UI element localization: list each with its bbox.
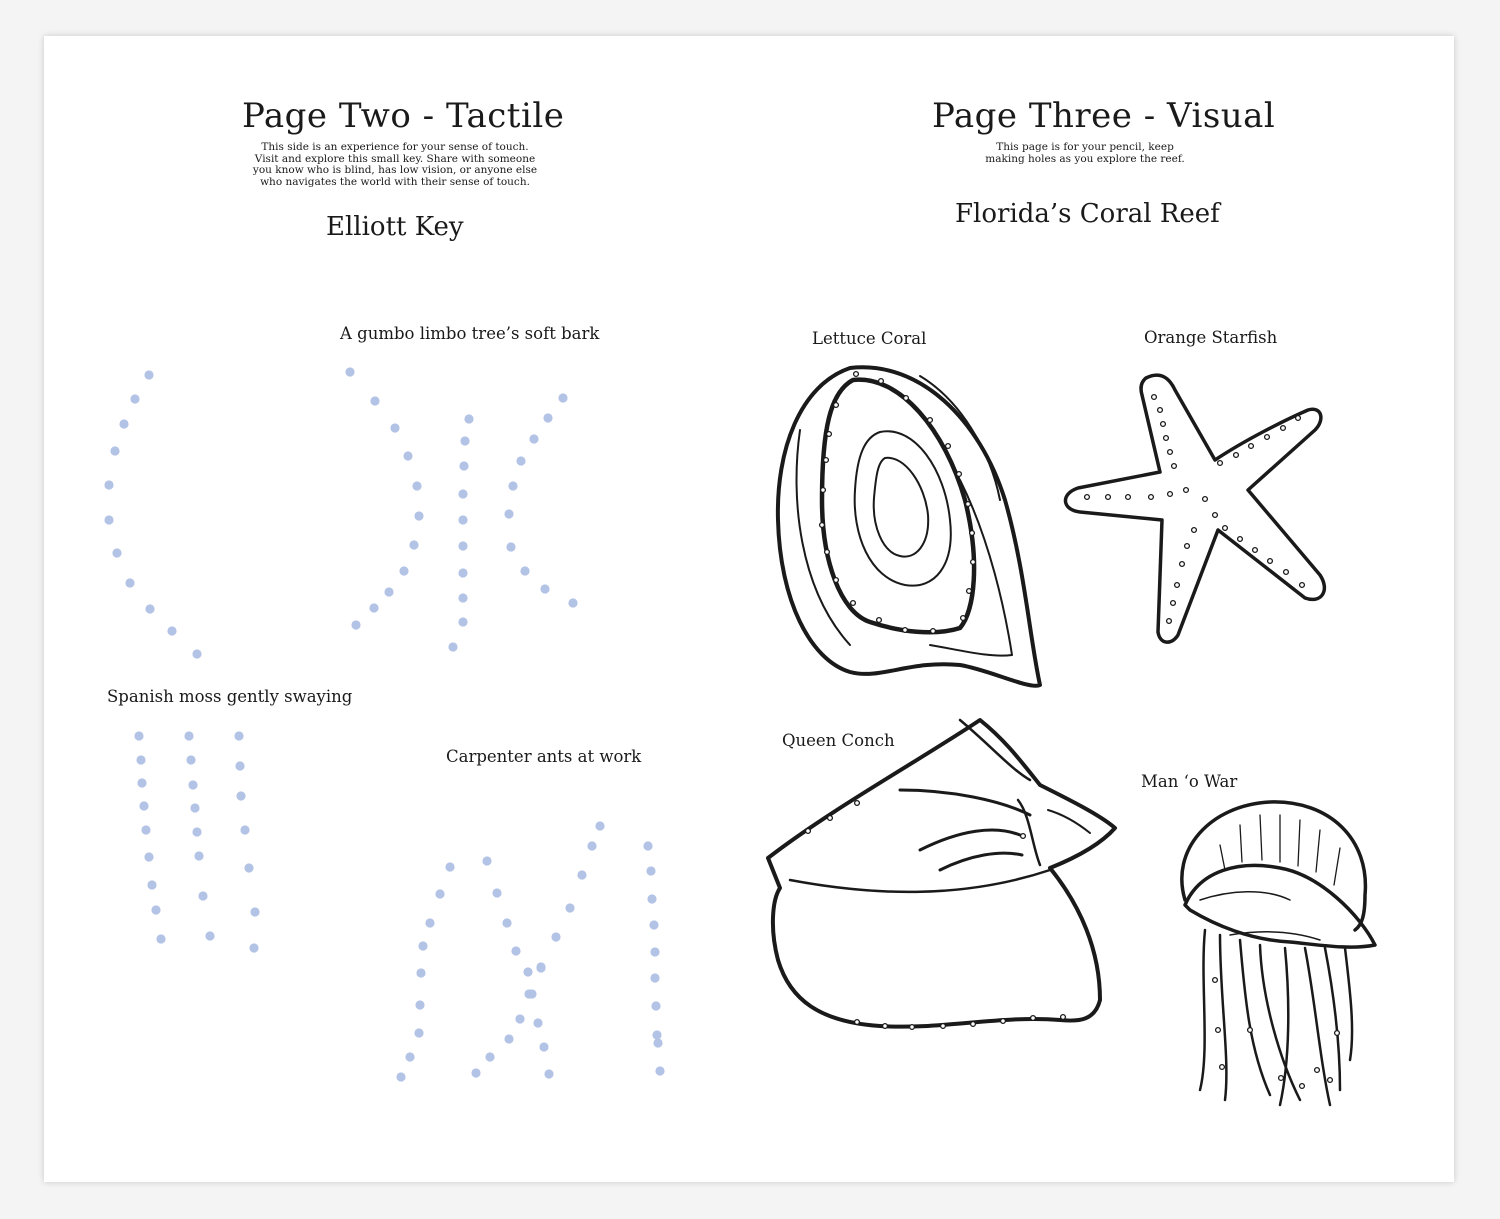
pencil-hole	[834, 578, 839, 583]
man-o-war-drawing	[1182, 802, 1375, 1105]
label-queen-conch: Queen Conch	[782, 731, 895, 750]
pencil-hole	[946, 444, 951, 449]
pencil-hole	[1300, 583, 1305, 588]
pencil-hole	[1220, 1065, 1225, 1070]
pencil-hole	[828, 816, 833, 821]
pencil-hole	[1185, 544, 1190, 549]
pencil-hole	[1149, 495, 1154, 500]
pencil-hole	[1085, 495, 1090, 500]
pencil-hole	[966, 502, 971, 507]
pencil-hole	[1328, 1078, 1333, 1083]
label-carpenter-ants: Carpenter ants at work	[446, 747, 642, 766]
pencil-hole	[854, 372, 859, 377]
left-page-title: Page Two - Tactile	[242, 96, 565, 136]
pencil-hole	[1168, 492, 1173, 497]
pencil-hole	[1161, 422, 1166, 427]
pencil-hole	[1315, 1068, 1320, 1073]
pencil-hole	[1158, 408, 1163, 413]
label-man-o-war: Man ‘o War	[1141, 772, 1238, 791]
label-orange-starfish: Orange Starfish	[1144, 328, 1278, 347]
pencil-hole	[824, 458, 829, 463]
pencil-hole	[827, 432, 832, 437]
pencil-hole	[1300, 1084, 1305, 1089]
pencil-hole	[961, 616, 966, 621]
left-page-subtitle: This side is an experience for your sense of touch. Visit and explore this small key. Share with someone you know who is blind, has low vision, or anyone else who navigates the world with their sense of touch.	[252, 141, 538, 188]
label-gumbo-limbo: A gumbo limbo tree’s soft bark	[340, 324, 600, 343]
pencil-hole	[1168, 450, 1173, 455]
left-page-heading: Elliott Key	[326, 212, 464, 242]
pencil-hole	[820, 523, 825, 528]
pencil-hole	[1218, 461, 1223, 466]
pencil-hole	[1234, 453, 1239, 458]
pencil-hole	[1001, 1019, 1006, 1024]
pencil-hole	[1180, 562, 1185, 567]
pencil-hole	[957, 472, 962, 477]
pencil-hole	[1248, 1028, 1253, 1033]
pencil-hole	[928, 418, 933, 423]
label-lettuce-coral: Lettuce Coral	[812, 329, 927, 348]
pencil-hole	[834, 403, 839, 408]
pencil-hole	[1213, 978, 1218, 983]
pencil-hole	[931, 629, 936, 634]
pencil-hole	[855, 801, 860, 806]
pencil-hole	[941, 1024, 946, 1029]
pencil-hole	[1021, 834, 1026, 839]
pencil-hole	[1284, 570, 1289, 575]
pencil-hole	[1249, 444, 1254, 449]
pencil-hole	[1152, 395, 1157, 400]
pencil-hole	[970, 531, 975, 536]
orange-starfish-drawing	[1065, 375, 1324, 642]
right-page-heading: Florida’s Coral Reef	[955, 199, 1220, 229]
pencil-hole	[1164, 436, 1169, 441]
lettuce-coral-drawing	[778, 367, 1040, 686]
pencil-hole	[1213, 513, 1218, 518]
pencil-hole	[1172, 464, 1177, 469]
pencil-hole	[1031, 1016, 1036, 1021]
pencil-hole	[1061, 1015, 1066, 1020]
pencil-hole	[1223, 526, 1228, 531]
pencil-hole	[910, 1025, 915, 1030]
pencil-hole	[904, 396, 909, 401]
pencil-hole	[1281, 426, 1286, 431]
pencil-hole	[855, 1020, 860, 1025]
pencil-hole	[821, 488, 826, 493]
pencil-hole	[1171, 601, 1176, 606]
pencil-hole	[1175, 583, 1180, 588]
pencil-hole	[1268, 559, 1273, 564]
pencil-hole	[1279, 1076, 1284, 1081]
right-page-subtitle: This page is for your pencil, keep making holes as you explore the reef.	[985, 141, 1185, 165]
pencil-hole	[1184, 488, 1189, 493]
queen-conch-drawing	[768, 720, 1115, 1027]
pencil-hole	[1216, 1028, 1221, 1033]
pencil-hole	[1203, 497, 1208, 502]
pencil-hole	[1265, 435, 1270, 440]
pencil-hole	[971, 560, 976, 565]
pencil-hole	[1296, 416, 1301, 421]
pencil-hole	[877, 618, 882, 623]
pencil-hole	[1238, 537, 1243, 542]
pencil-hole	[1192, 528, 1197, 533]
pencil-hole	[971, 1022, 976, 1027]
pencil-hole	[903, 628, 908, 633]
pencil-hole	[1106, 495, 1111, 500]
pencil-hole	[851, 601, 856, 606]
pencil-hole	[879, 379, 884, 384]
pencil-hole	[825, 550, 830, 555]
pencil-hole	[1126, 495, 1131, 500]
pencil-hole	[1167, 619, 1172, 624]
pencil-hole	[1253, 548, 1258, 553]
pencil-hole	[806, 829, 811, 834]
pencil-hole	[1335, 1031, 1340, 1036]
pencil-hole	[967, 589, 972, 594]
pencil-hole	[883, 1024, 888, 1029]
right-page-title: Page Three - Visual	[932, 96, 1276, 136]
label-spanish-moss: Spanish moss gently swaying	[107, 687, 353, 706]
